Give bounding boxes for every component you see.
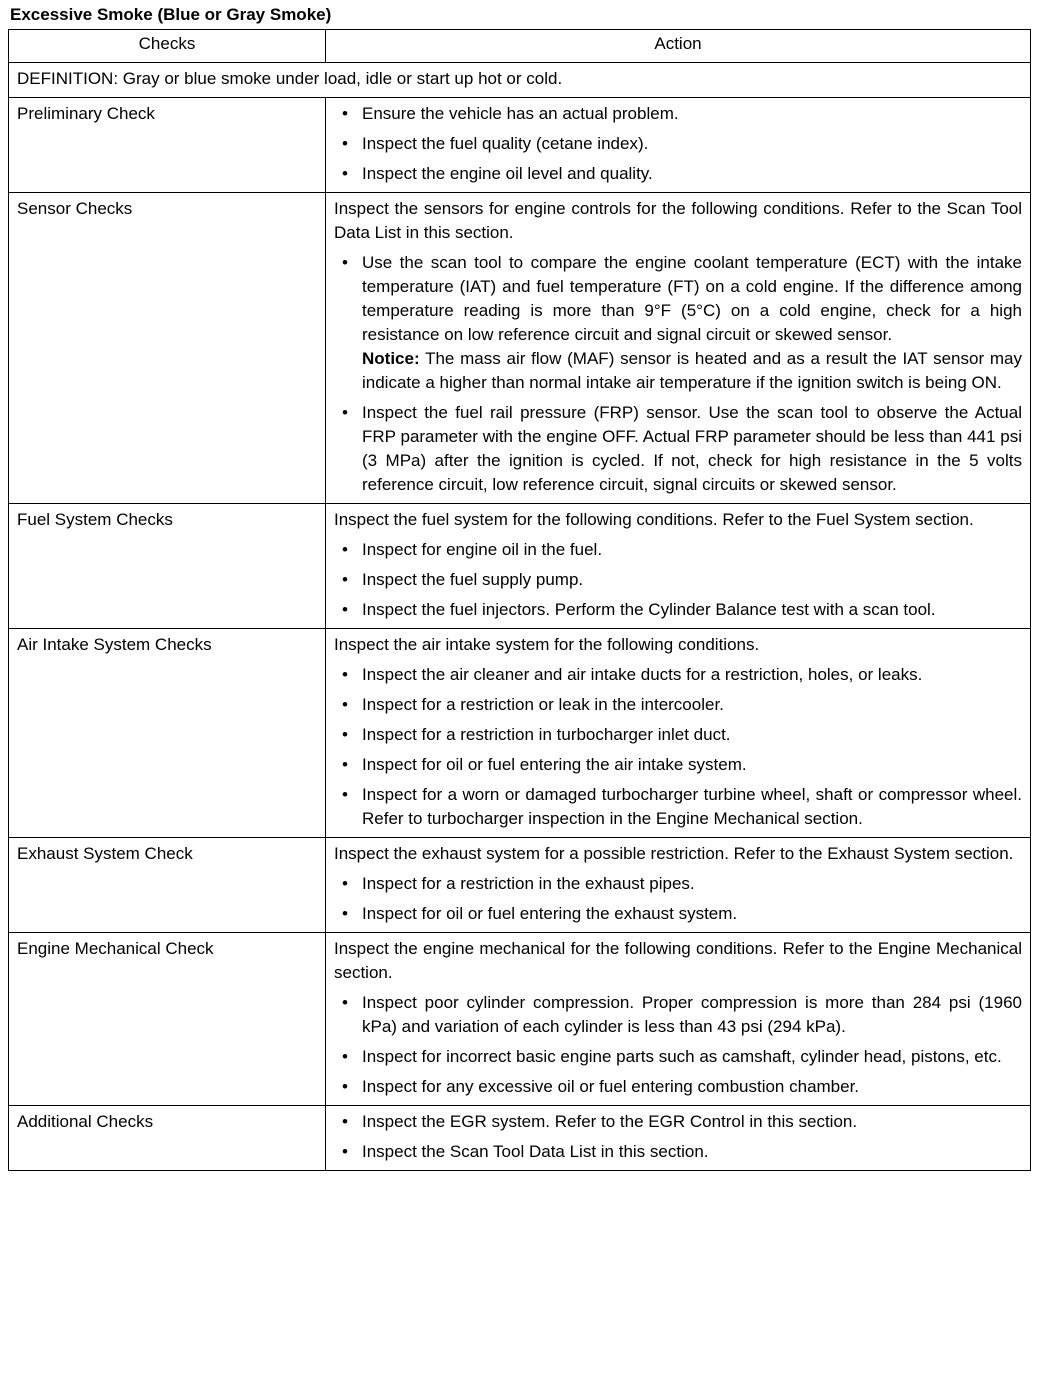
table-row: [9, 98, 1031, 193]
action-intro: Inspect the sensors for engine controls for the following conditions. Refer to the Scan Tool Data List in this section.: [334, 199, 1022, 242]
action-cell: [326, 1106, 1031, 1171]
bullet-icon: •: [342, 874, 348, 893]
list-item: • Inspect for any excessive oil or fuel entering combustion chamber.: [334, 1075, 1022, 1099]
action-list: [334, 872, 1022, 926]
bullet-icon: •: [342, 104, 348, 123]
list-item: • Inspect the Scan Tool Data List in this section.: [334, 1140, 1022, 1164]
definition-text: DEFINITION: Gray or blue smoke under load, idle or start up hot or cold.: [9, 63, 1031, 98]
bullet-icon: •: [342, 600, 348, 619]
table-row: [9, 933, 1031, 1106]
list-item: • Inspect the fuel injectors. Perform the Cylinder Balance test with a scan tool.: [334, 598, 1022, 622]
action-list: [334, 1110, 1022, 1164]
action-cell: [326, 629, 1031, 838]
action-list: [334, 538, 1022, 622]
bullet-icon: •: [342, 134, 348, 153]
check-name: Engine Mechanical Check: [9, 933, 326, 1106]
list-item: • Inspect for engine oil in the fuel.: [334, 538, 1022, 562]
list-item: • Inspect the fuel quality (cetane index).: [334, 132, 1022, 156]
list-item: • Inspect for a worn or damaged turbocharger turbine wheel, shaft or compressor wheel. Refer to turbocharger inspection in the Engine Mechanical section.: [342, 785, 1022, 828]
bullet-icon: •: [342, 695, 348, 714]
list-item: • Inspect the fuel rail pressure (FRP) sensor. Use the scan tool to observe the Actual FRP parameter with the engine OFF. Actual FRP parameter should be less than 441 psi (3 MPa) after the ignition is cycled. If not, check for high resistance in the 5 volts reference circuit, low reference circuit, signal circuits or skewed sensor.: [342, 403, 1022, 494]
table-row: [9, 838, 1031, 933]
list-item: • Inspect the engine oil level and quality.: [334, 162, 1022, 186]
list-item: • Inspect for incorrect basic engine parts such as camshaft, cylinder head, pistons, etc.: [334, 1045, 1022, 1069]
bullet-icon: •: [342, 725, 348, 744]
bullet-icon: •: [342, 164, 348, 183]
bullet-icon: •: [342, 665, 348, 684]
action-list: [334, 991, 1022, 1099]
bullet-icon: •: [342, 570, 348, 589]
action-intro: Inspect the air intake system for the following conditions.: [334, 635, 760, 654]
action-list: [334, 251, 1022, 497]
action-cell: [326, 838, 1031, 933]
list-item: • Inspect for a restriction in the exhaust pipes.: [334, 872, 1022, 896]
bullet-icon: •: [342, 403, 348, 422]
check-name: Additional Checks: [9, 1106, 326, 1171]
table-header-row: [9, 30, 1031, 63]
table-row: [9, 1106, 1031, 1171]
header-checks: Checks: [9, 30, 326, 63]
list-item: • Inspect for oil or fuel entering the exhaust system.: [334, 902, 1022, 926]
action-cell: [326, 98, 1031, 193]
action-cell: [326, 504, 1031, 629]
bullet-icon: •: [342, 755, 348, 774]
action-list: [334, 102, 1022, 186]
bullet-icon: •: [342, 253, 348, 272]
check-name: Fuel System Checks: [9, 504, 326, 629]
bullet-icon: •: [342, 904, 348, 923]
action-intro: Inspect the exhaust system for a possible restriction. Refer to the Exhaust System section.: [334, 844, 1014, 863]
list-item: • Inspect poor cylinder compression. Proper compression is more than 284 psi (1960 kPa) and variation of each cylinder is less than 43 psi (294 kPa).: [342, 993, 1022, 1036]
check-name: Sensor Checks: [9, 193, 326, 504]
action-intro: Inspect the engine mechanical for the following conditions. Refer to the Engine Mechanical section.: [334, 939, 1022, 982]
list-item: • Use the scan tool to compare the engine coolant temperature (ECT) with the intake temperature (IAT) and fuel temperature (FT) on a cold engine. If the difference among temperature reading is more than 9°F (5°C) on a cold engine, check for a high resistance on low reference circuit and signal circuit or skewed sensor. Notice: The mass air flow (MAF) sensor is heated and as a result the IAT sensor may indicate a higher than normal intake air temperature if the ignition switch is being ON.: [334, 251, 1022, 395]
notice: [362, 347, 1022, 395]
page-title: Excessive Smoke (Blue or Gray Smoke): [10, 5, 332, 24]
check-name: Preliminary Check: [9, 98, 326, 193]
bullet-icon: •: [342, 1112, 348, 1131]
action-list: [334, 663, 1022, 831]
action-cell: [326, 193, 1031, 504]
table-row: [9, 504, 1031, 629]
table-row: [9, 629, 1031, 838]
action-intro: Inspect the fuel system for the following conditions. Refer to the Fuel System section.: [334, 510, 974, 529]
list-item: • Inspect for a restriction in turbocharger inlet duct.: [334, 723, 1022, 747]
bullet-icon: •: [342, 993, 348, 1012]
bullet-icon: •: [342, 1142, 348, 1161]
bullet-icon: •: [342, 1047, 348, 1066]
bullet-icon: •: [342, 1077, 348, 1096]
diagnostic-table: [8, 29, 1031, 1171]
list-item: • Inspect the air cleaner and air intake ducts for a restriction, holes, or leaks.: [334, 663, 1022, 687]
list-item: • Ensure the vehicle has an actual problem.: [334, 102, 1022, 126]
list-item: • Inspect for a restriction or leak in the intercooler.: [334, 693, 1022, 717]
definition-row: [9, 63, 1031, 98]
list-item: • Inspect for oil or fuel entering the air intake system.: [334, 753, 1022, 777]
notice-text: The mass air flow (MAF) sensor is heated and as a result the IAT sensor may indicate a higher than normal intake air temperature if the ignition switch is being ON.: [362, 349, 1022, 392]
notice-label: Notice:: [362, 349, 420, 368]
bullet-icon: •: [342, 785, 348, 804]
check-name: Exhaust System Check: [9, 838, 326, 933]
check-name: Air Intake System Checks: [9, 629, 326, 838]
list-item: • Inspect the fuel supply pump.: [334, 568, 1022, 592]
list-item: • Inspect the EGR system. Refer to the EGR Control in this section.: [334, 1110, 1022, 1134]
bullet-icon: •: [342, 540, 348, 559]
table-row: [9, 193, 1031, 504]
action-cell: [326, 933, 1031, 1106]
header-action: Action: [326, 30, 1031, 63]
